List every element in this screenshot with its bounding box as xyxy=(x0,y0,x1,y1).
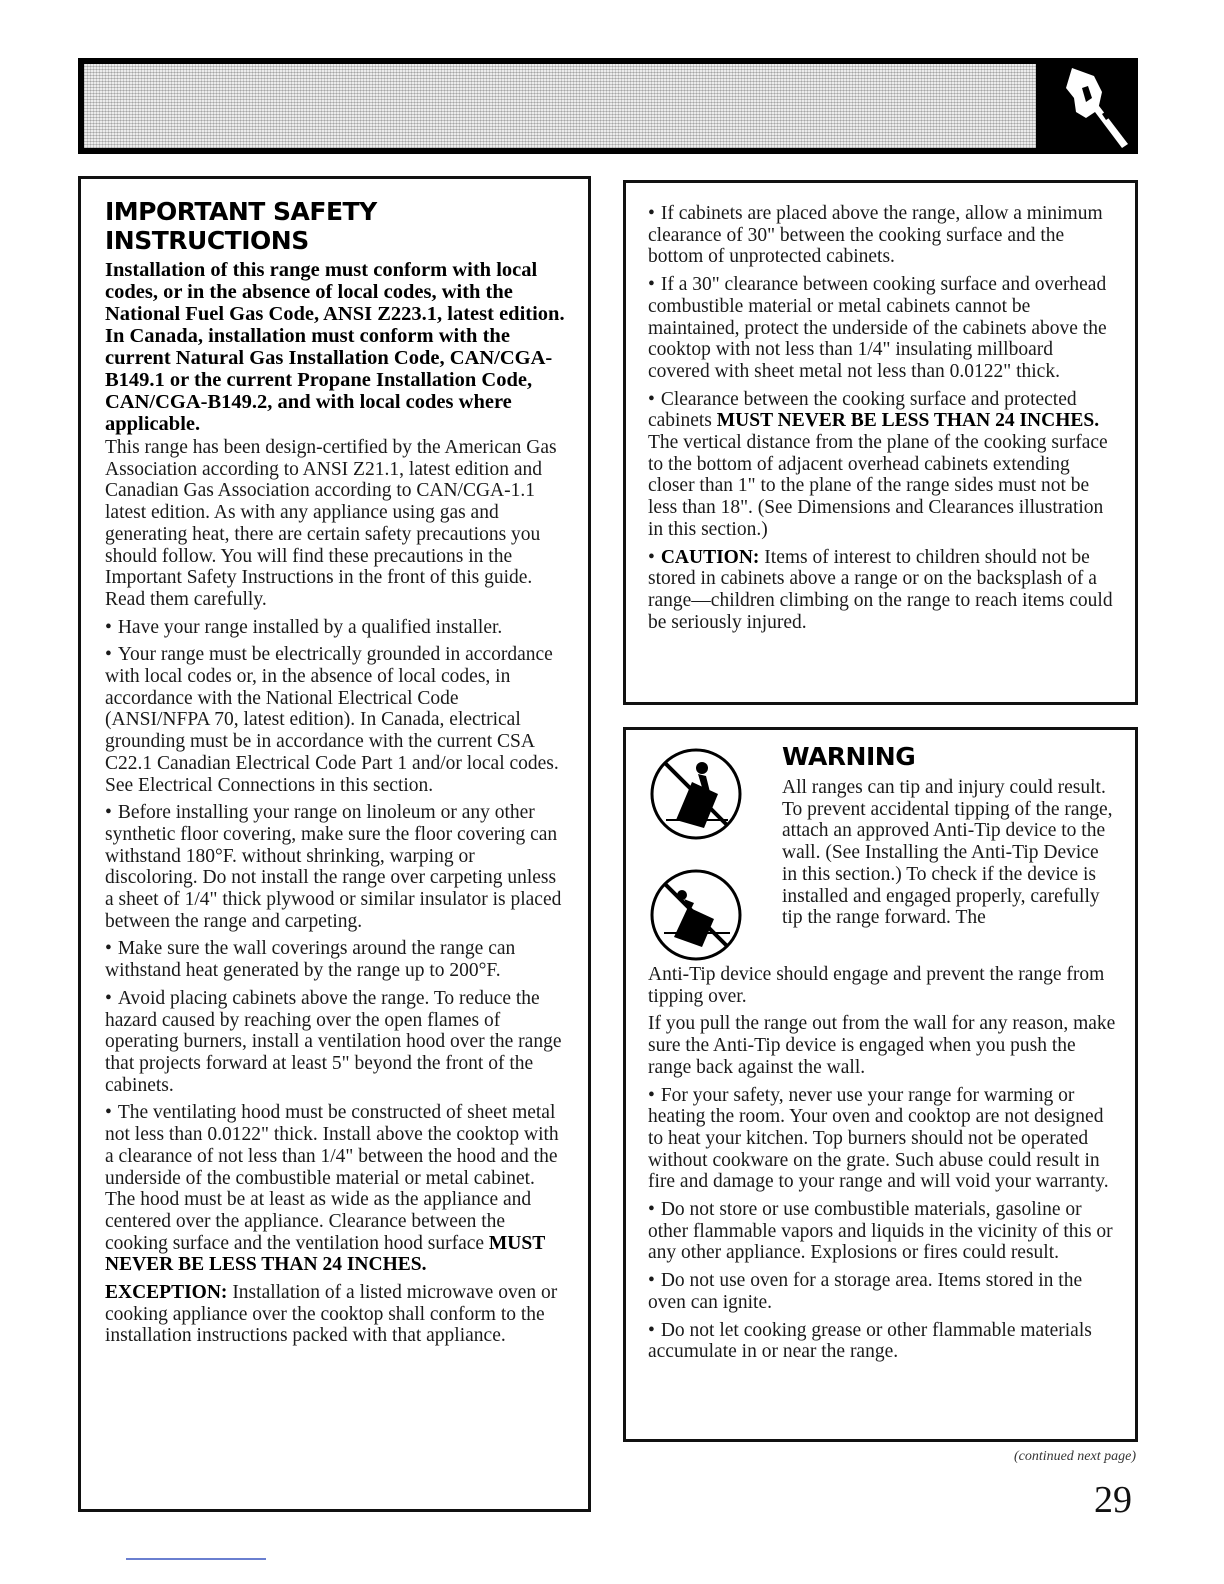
hood-clearance-emphasis: MUST NEVER BE LESS THAN 24 INCHES. xyxy=(105,1232,545,1276)
list-item: • Make sure the wall coverings around the range can withstand heat generated by the range up to 200°F. xyxy=(105,938,516,982)
installation-intro: Installation of this range must conform with local codes, or in the absence of local codes, with the National Fuel Gas Code, ANSI Z223.1, latest edition. In Canada, installation must conform with the current Natural Gas Installation Code, CAN/CGA-B149.1 or the current Propane Installation Code, CAN/CGA-B149.2, and with local codes where applicable. xyxy=(105,259,565,435)
anti-tip-paragraph: All ranges can tip and injury could result. To prevent accidental tipping of the range, attach an approved Anti-Tip device to the wall. (See Installing the Anti-Tip Device in this section.) To check if the device is installed and engaged properly, carefully tip the range forward. The xyxy=(782,777,1113,929)
header-bar xyxy=(78,58,1138,154)
footer-rule xyxy=(126,1558,266,1560)
cabinet-clearance-box xyxy=(623,180,1138,705)
exception-label: EXCEPTION: xyxy=(105,1282,228,1304)
continued-note: (continued next page) xyxy=(1013,1449,1136,1464)
list-item: • Do not use oven for a storage area. Items stored in the oven can ignite. xyxy=(648,1270,1083,1313)
certification-paragraph: This range has been design-certified by the American Gas Association according to ANSI Z21.1, latest edition and Canadian Gas Association according to CAN/CGA-1.1 latest edition. As with any appliance using gas and generating heat, there are certain safety precautions you should follow. You will find these precautions in the Important Safety Instructions in the front of this guide. Read them carefully. xyxy=(105,437,557,610)
pull-range-paragraph: If you pull the range out from the wall for any reason, make sure the Anti-Tip device is engaged when you push the range back against the wall. xyxy=(648,1013,1116,1078)
list-item: • Do not let cooking grease or other flammable materials accumulate in or near the range. xyxy=(648,1319,1092,1363)
hand-with-wrench-icon xyxy=(1042,58,1138,154)
warning-header xyxy=(648,742,1117,964)
list-item: • Your range must be electrically grounded in accordance with local codes or, in the absence of local codes, in accordance with the National Electrical Code (ANSI/NFPA 70, latest edition). In Canada, electrical grounding must be in accordance with the current CSA C22.1 Canadian Electrical Code Part 1 and/or local codes. See Electrical Connections in this section. xyxy=(105,644,559,796)
list-item: • Have your range installed by a qualified installer. xyxy=(105,616,503,638)
caution-label: CAUTION: xyxy=(660,546,760,568)
hood-bullet: • The ventilating hood must be constructed of sheet metal not less than 0.0122" thick. Install above the cooktop with a clearance of not less than 1/4" between the hood and the underside of the combustible material or metal cabinet. The hood must be at least as wide as the appliance and centered over the appliance. Clearance between the cooking surface and the ventilation hood surface MUST NEVER BE LESS THAN 24 INCHES. xyxy=(105,1102,559,1276)
section-title: IMPORTANT SAFETY INSTRUCTIONS xyxy=(105,197,377,255)
list-item: • For your safety, never use your range for warming or heating the room. Your oven and cooktop are not designed to heat your kitchen. Top burners should not be operated without cookware on the grate. Such abuse could result in fire and damage to your range and will void your warranty. xyxy=(648,1084,1109,1193)
anti-tip-paragraph-continued: Anti-Tip device should engage and prevent the range from tipping over. xyxy=(648,964,1105,1007)
important-safety-instructions-box xyxy=(78,176,591,1512)
list-item: • Clearance between the cooking surface and protected cabinets MUST NEVER BE LESS THAN 24 INCHES. The vertical distance from the plane of the cooking surface to the bottom of adjacent overhead cabinets extending closer than 1" to the plane of the range sides must not be less than 18". (See Dimensions and Clearances illustration in this section.) xyxy=(648,388,1108,540)
list-item: • Avoid placing cabinets above the range. To reduce the hazard caused by reaching over the open flames of operating burners, install a ventilation hood over the range that projects forward at least 5" beyond the front of the cabinets. xyxy=(105,987,562,1096)
list-item: • If a 30" clearance between cooking surface and overhead combustible material or metal cabinets cannot be maintained, protect the underside of the cabinets above the cooktop with not less than 1/4" insulating millboard covered with sheet metal not less than 0.0122" thick. xyxy=(648,274,1107,382)
warning-box xyxy=(623,727,1138,1442)
list-item: • If cabinets are placed above the range, allow a minimum clearance of 30" between the cooking surface and the bottom of unprotected cabinets. xyxy=(648,203,1103,268)
list-item: • Do not store or use combustible materials, gasoline or other flammable vapors and liquids in the vicinity of this or any other appliance. Explosions or fires could result. xyxy=(648,1199,1113,1264)
no-tipping-range-icon xyxy=(648,746,744,842)
list-item: • Before installing your range on linoleum or any other synthetic floor covering, make sure the floor covering can withstand 180°F. without shrinking, warping or discoloring. Do not install the range over carpeting unless a sheet of 1/4" thick plywood or similar insulator is placed between the range and carpeting. xyxy=(105,802,562,932)
warning-text xyxy=(782,742,1117,935)
page-number: 29 xyxy=(1094,1479,1132,1521)
no-climbing-oven-door-icon xyxy=(648,867,744,963)
caution-item: • CAUTION: Items of interest to children should not be stored in cabinets above a range or on the backsplash of a range—children climbing on the range to reach items could be seriously injured. xyxy=(648,546,1113,633)
warning-title: WARNING xyxy=(782,742,916,771)
warning-icons xyxy=(648,746,768,988)
clearance-emphasis: MUST NEVER BE LESS THAN 24 INCHES. xyxy=(716,410,1100,432)
exception-paragraph: EXCEPTION: Installation of a listed microwave oven or cooking appliance over the cooktop shall conform to the installation instructions packed with that appliance. xyxy=(105,1282,558,1347)
header-pattern xyxy=(84,64,1036,148)
